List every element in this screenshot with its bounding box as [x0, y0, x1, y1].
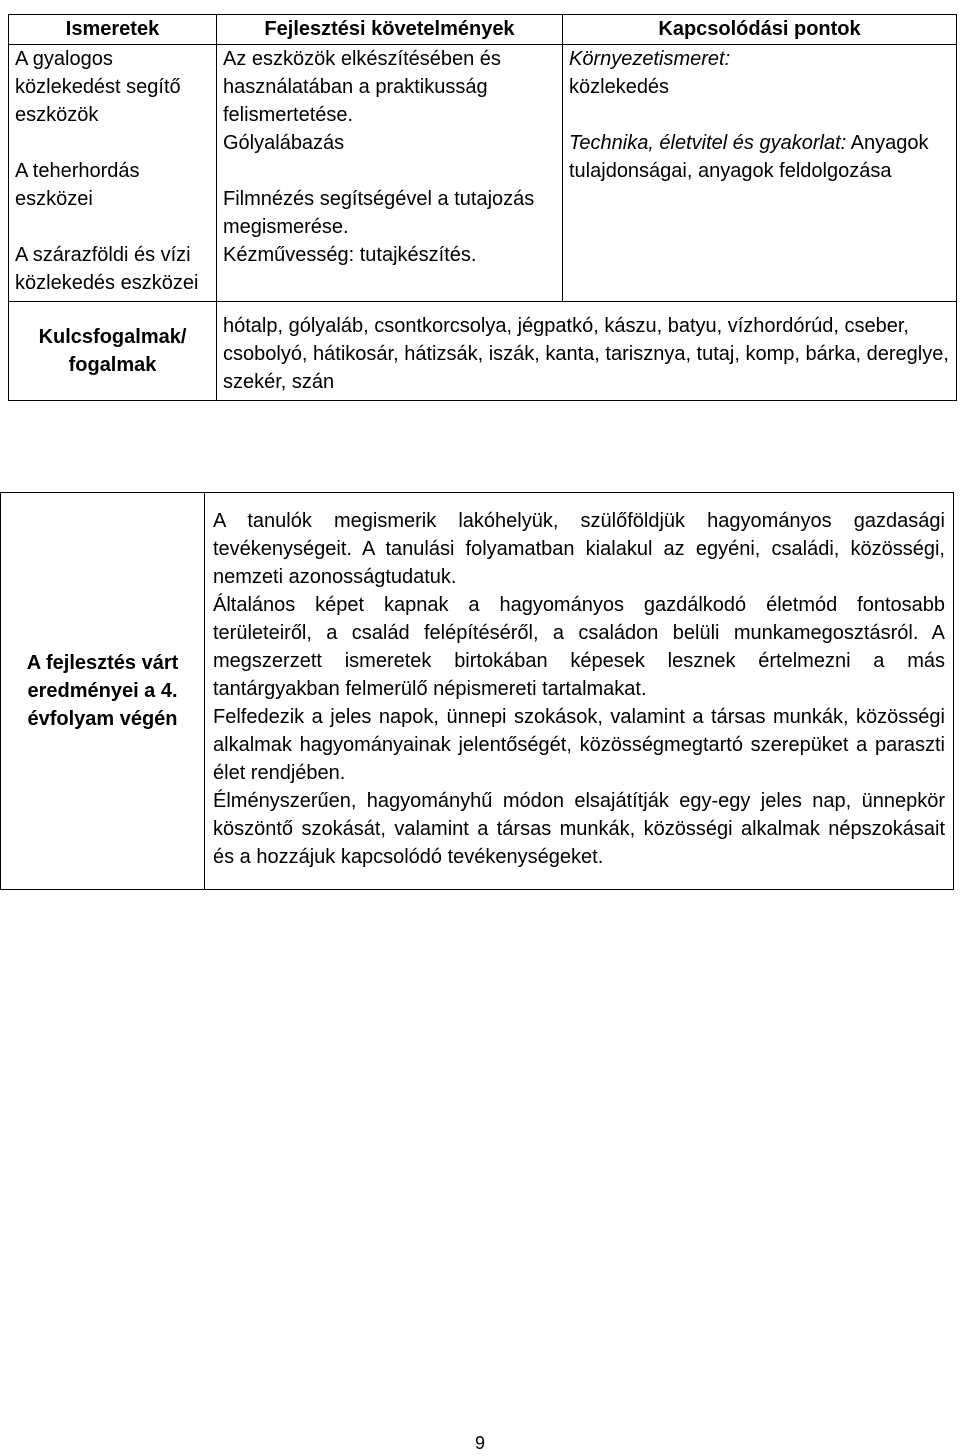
kapcsolodasi-subject: Környezetismeret:: [569, 48, 731, 70]
eredmenyek-text: [205, 493, 954, 890]
content-row: [9, 45, 957, 302]
fejlesztesi-item: Az eszközök elkészítésében és használatában a praktikusság felismertetése.: [223, 48, 501, 126]
ismeretek-cell: [9, 45, 217, 302]
curriculum-table: [8, 14, 957, 401]
kapcsolodasi-topic: Anyagok tulajdonságai, anyagok feldolgozása: [569, 132, 929, 182]
kapcsolodasi-item: [569, 45, 950, 101]
kapcsolodasi-topic: közlekedés: [569, 76, 670, 98]
fejlesztesi-item: Kézművesség: tutajkészítés.: [223, 244, 477, 266]
kapcsolodasi-cell: [563, 45, 957, 302]
ismeretek-item: A gyalogos közlekedést segítő eszközök: [15, 48, 181, 126]
header-ismeretek: Ismeretek: [9, 15, 217, 45]
fejlesztesi-cell: [217, 45, 563, 302]
eredmenyek-row: [1, 493, 954, 890]
kulcsfogalmak-label-line1: Kulcsfogalmak/: [38, 326, 187, 348]
eredmenyek-paragraph: Általános képet kapnak a hagyományos gazdálkodó életmód fontosabb területeiről, a család felépítéséről, a családon belüli munkamegosztásról. A megszerzett ismeretek birtokában képesek lesznek értelmezni a más tantárgyakban felmerülő népismereti tartalmakat.: [213, 594, 945, 700]
kapcsolodasi-subject: Technika, életvitel és gyakorlat:: [569, 132, 847, 154]
kulcsfogalmak-row: [9, 302, 957, 401]
header-fejlesztesi: Fejlesztési követelmények: [217, 15, 563, 45]
eredmenyek-paragraph: Élményszerűen, hagyományhű módon elsajátítják egy-egy jeles nap, ünnepkör köszöntő szokását, valamint a társas munkák, közösségi alkalmak népszokásait és a hozzájuk kapcsolódó tevékenységeket.: [213, 790, 945, 868]
header-kapcsolodasi: Kapcsolódási pontok: [563, 15, 957, 45]
kulcsfogalmak-text: hótalp, gólyaláb, csontkorcsolya, jégpatkó, kászu, batyu, vízhordórúd, cseber, csobolyó, hátikosár, hátizsák, iszák, kanta, tarisznya, tutaj, komp, bárka, dereglye, szekér, szán: [217, 302, 957, 401]
eredmenyek-label: A fejlesztés várt eredményei a 4. évfolyam végén: [1, 493, 205, 890]
eredmenyek-paragraph: A tanulók megismerik lakóhelyük, szülőföldjük hagyományos gazdasági tevékenységeit. A tanulási folyamatban kialakul az egyéni, családi, közösségi, nemzeti azonosságtudatuk.: [213, 510, 945, 588]
kulcsfogalmak-label-line2: fogalmak: [68, 354, 157, 376]
ismeretek-item: A teherhordás eszközei: [15, 160, 140, 210]
eredmenyek-table: [0, 492, 954, 890]
eredmenyek-paragraph: Felfedezik a jeles napok, ünnepi szokások, valamint a társas munkák, közösségi alkalmak hagyományainak jelentőségét, közösségmegtartó szerepüket a paraszti élet rendjében.: [213, 706, 945, 784]
page-number: 9: [474, 1433, 485, 1453]
fejlesztesi-item: Filmnézés segítségével a tutajozás megismerése.: [223, 188, 535, 238]
ismeretek-item: A szárazföldi és vízi közlekedés eszközei: [15, 244, 199, 294]
kapcsolodasi-item: [569, 129, 950, 185]
kulcsfogalmak-label: [9, 302, 217, 401]
header-row: [9, 15, 957, 45]
fejlesztesi-item: Gólyalábazás: [223, 132, 345, 154]
